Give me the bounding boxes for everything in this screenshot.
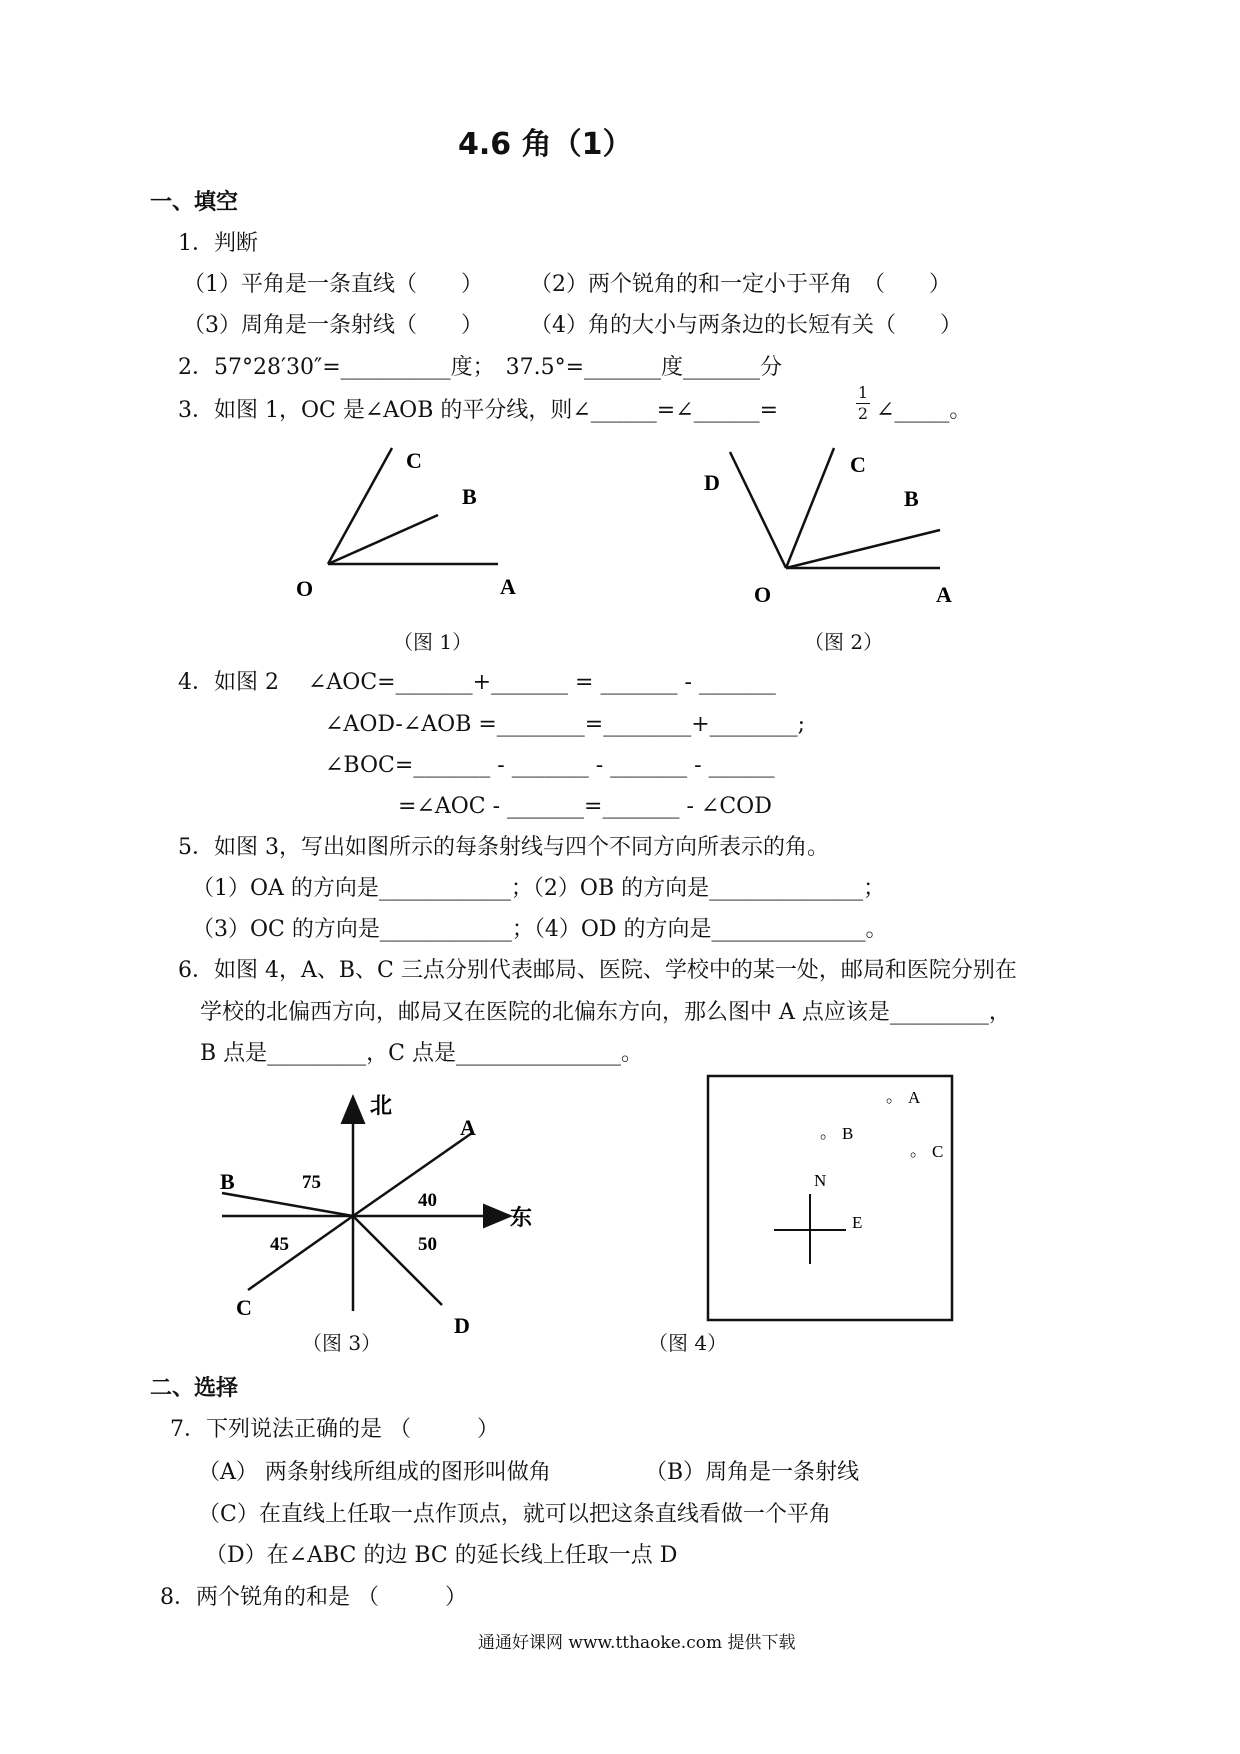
- fig3-ray-oc: [248, 1216, 353, 1290]
- fig4-label-e: E: [852, 1213, 863, 1232]
- section-heading-fill: 一、填空: [150, 190, 239, 215]
- fig3-label-north: 北: [370, 1094, 393, 1119]
- fig3-angle-50: 50: [418, 1234, 437, 1255]
- q5-line1: （1）OA 的方向是____________；（2）OB 的方向是______________；: [192, 876, 886, 901]
- fig4-label-a: A: [908, 1088, 921, 1107]
- fig2-ray-ob: [786, 530, 940, 568]
- fig3-caption: （图 3）: [302, 1331, 382, 1355]
- fig4-caption: （图 4）: [648, 1331, 728, 1355]
- fig3-angle-45: 45: [270, 1234, 289, 1255]
- fig3-ray-oa: [353, 1133, 472, 1216]
- fig4-dot-a: 。: [886, 1087, 903, 1106]
- fig3-ray-ob: [222, 1193, 353, 1216]
- q3-tail: ∠_____。: [876, 398, 972, 423]
- q4-line4: =∠AOC - _______=_______ - ∠COD: [398, 794, 772, 819]
- fig4-label-b: B: [842, 1124, 854, 1143]
- section-heading-choice: 二、选择: [150, 1376, 239, 1401]
- fig3-label-b: B: [220, 1169, 235, 1194]
- fig1-label-a: A: [500, 574, 516, 599]
- page-footer: 通通好课网 www.tthaoke.com 提供下载: [478, 1633, 796, 1653]
- q5-line2: （3）OC 的方向是____________；（4）OD 的方向是______________。: [192, 917, 888, 942]
- fig3-angle-40: 40: [418, 1190, 437, 1211]
- q4-line1: 4．如图 2 ∠AOC=_______+_______ = _______ - _______: [178, 670, 776, 695]
- fig2-label-o: O: [754, 582, 772, 607]
- fig1-label-o: O: [296, 576, 314, 601]
- q3-text: 3．如图 1，OC 是∠AOB 的平分线，则∠______=∠______=: [178, 398, 779, 423]
- fig1-caption: （图 1）: [393, 630, 473, 654]
- fig1-ray-ob: [328, 515, 438, 564]
- q7-stem: 7．下列说法正确的是 （ ）: [170, 1417, 499, 1442]
- figure-4: [700, 1068, 970, 1328]
- q7-option-a: （A） 两条射线所组成的图形叫做角: [198, 1460, 551, 1485]
- fig2-ray-od: [730, 452, 786, 568]
- figure-1: [290, 440, 550, 610]
- fig4-dot-c: 。: [910, 1141, 927, 1160]
- q6-line1: 6．如图 4，A、B、C 三点分别代表邮局、医院、学校中的某一处，邮局和医院分别在: [178, 958, 1017, 983]
- q2-text: 2．57°28′30″=__________度； 37.5°=_______度_______分: [178, 355, 783, 380]
- fig4-label-n: N: [814, 1171, 827, 1190]
- q4-line2: ∠AOD-∠AOB =________=________+________;: [325, 712, 806, 737]
- q1-part4: （4）角的大小与两条边的长短有关（ ）: [530, 313, 962, 338]
- fig3-label-c: C: [236, 1295, 252, 1320]
- fig4-dot-b: 。: [820, 1123, 837, 1142]
- q7-option-d: （D）在∠ABC 的边 BC 的延长线上任取一点 D: [205, 1543, 678, 1568]
- q1-stem: 1．判断: [178, 231, 258, 256]
- fig3-label-a: A: [460, 1115, 476, 1140]
- fig2-label-d: D: [704, 470, 720, 495]
- fraction-denominator: 2: [857, 404, 869, 423]
- fig1-ray-oc: [328, 448, 392, 564]
- q5-stem: 5．如图 3，写出如图所示的每条射线与四个不同方向所表示的角。: [178, 835, 829, 860]
- page-title: 4.6 角（1）: [458, 127, 633, 162]
- q8-stem: 8．两个锐角的和是 （ ）: [160, 1585, 467, 1610]
- fig3-ray-od: [353, 1216, 442, 1305]
- fig2-label-c: C: [850, 452, 866, 477]
- q6-line3: B 点是_________，C 点是_______________。: [200, 1041, 643, 1066]
- fig1-label-c: C: [406, 448, 422, 473]
- fig3-label-east: 东: [510, 1206, 533, 1231]
- fig3-angle-75: 75: [302, 1172, 321, 1193]
- q4-line3: ∠BOC=_______ - _______ - _______ - ______: [325, 753, 775, 778]
- fig4-label-c: C: [932, 1142, 944, 1161]
- fig2-ray-oc: [786, 448, 834, 568]
- fig1-label-b: B: [462, 484, 477, 509]
- fig4-frame: [708, 1076, 952, 1320]
- fig2-label-a: A: [936, 582, 952, 607]
- figure-2: [700, 440, 980, 615]
- fig2-label-b: B: [904, 486, 919, 511]
- fraction-numerator: 1: [857, 383, 869, 402]
- q7-option-b: （B）周角是一条射线: [645, 1460, 860, 1485]
- fig3-label-d: D: [454, 1313, 470, 1338]
- q7-option-c: （C）在直线上任取一点作顶点，就可以把这条直线看做一个平角: [198, 1502, 831, 1527]
- q6-line2: 学校的北偏西方向，邮局又在医院的北偏东方向，那么图中 A 点应该是_________，: [200, 1000, 1011, 1025]
- q1-part1: （1）平角是一条直线（ ）: [183, 272, 483, 297]
- q1-part2: （2）两个锐角的和一定小于平角 （ ）: [530, 272, 951, 297]
- fig2-caption: （图 2）: [804, 630, 884, 654]
- q1-part3: （3）周角是一条射线（ ）: [183, 313, 483, 338]
- figure-3: [210, 1085, 540, 1350]
